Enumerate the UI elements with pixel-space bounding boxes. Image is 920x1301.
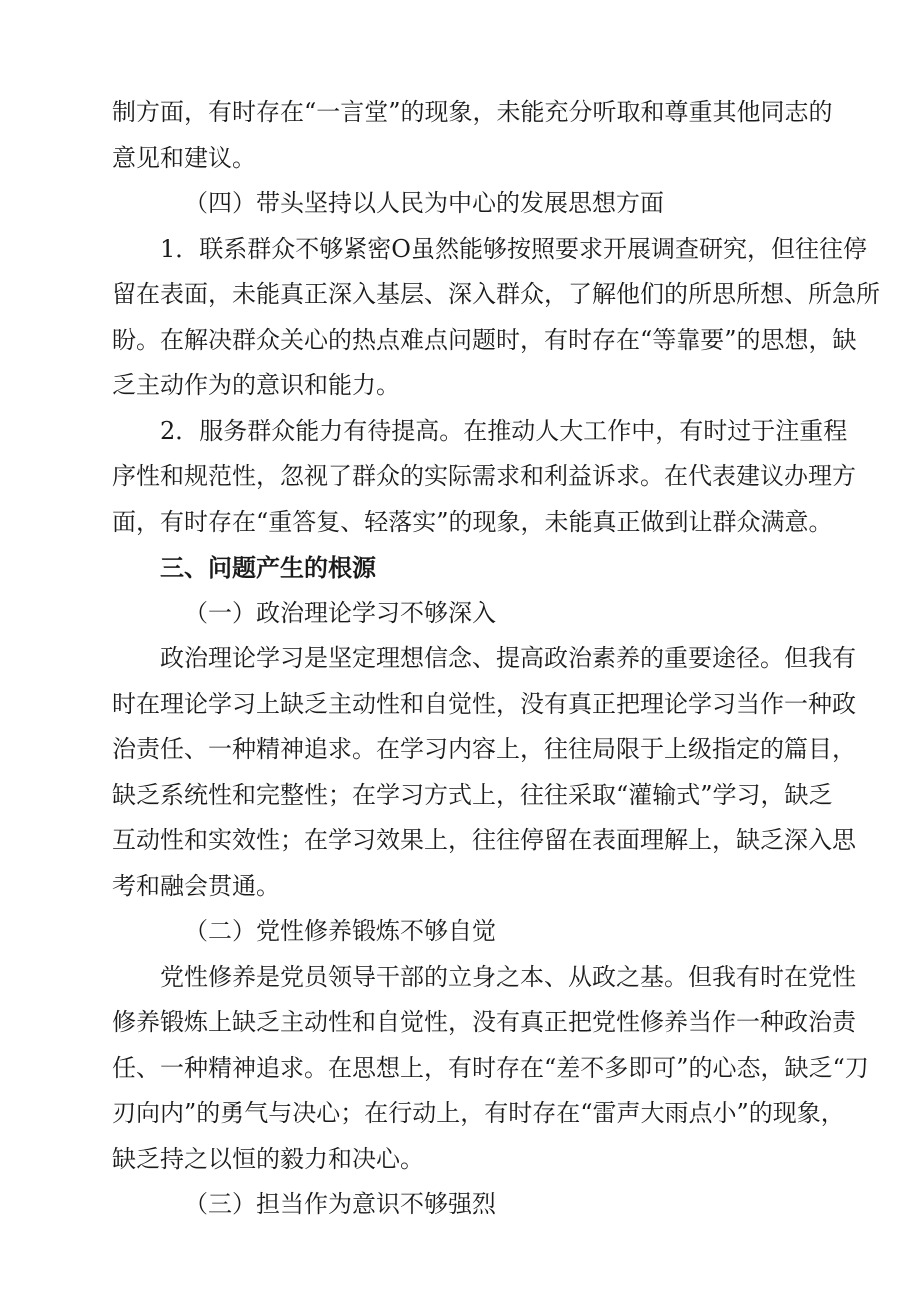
- text-line: 留在表面，未能真正深入基层、深入群众，了解他们的所思所想、所急所: [112, 280, 880, 308]
- text-line: 盼。在解决群众关心的热点难点问题时，有时存在“等靠要”的思想，缺: [112, 325, 857, 354]
- section-heading-text: 三、问题产生的根源: [160, 553, 376, 582]
- subheading-theory-study: [112, 591, 832, 637]
- text-line: 制方面，有时存在“一言堂”的现象，未能充分听取和尊重其他同志的: [112, 98, 833, 126]
- text-line: 时在理论学习上缺乏主动性和自觉性，没有真正把理论学习当作一种政: [112, 689, 856, 718]
- text-line: 修养锻炼上缺乏主动性和自觉性，没有真正把党性修养当作一种政治责: [112, 1008, 856, 1036]
- text-line: 互动性和实效性；在学习效果上，往往停留在表面理解上，缺乏深入思: [112, 826, 856, 854]
- subheading-party-spirit: [112, 909, 832, 955]
- section-heading-root-causes: [112, 545, 832, 591]
- text-line: 考和融会贯通。: [112, 871, 280, 900]
- subheading-text: （一）政治理论学习不够深入: [184, 598, 496, 627]
- subheading-text: （四）带头坚持以人民为中心的发展思想方面: [184, 189, 664, 217]
- text-line: 乏主动作为的意识和能力。: [112, 371, 400, 399]
- numbered-item-1: [112, 227, 880, 409]
- paragraph-party-spirit: [112, 955, 869, 1183]
- subheading-text: （二）党性修养锻炼不够自觉: [184, 917, 496, 945]
- text-line: 缺乏持之以恒的毅力和决心。: [112, 1144, 424, 1173]
- text-line: 政治理论学习是坚定理想信念、提高政治素养的重要途径。但我有: [160, 644, 856, 672]
- text-line: 面，有时存在“重答复、轻落实”的现象，未能真正做到让群众满意。: [112, 507, 833, 536]
- document-body: [112, 90, 880, 1228]
- text-line: 治责任、一种精神追求。在学习内容上，往往局限于上级指定的篇目，: [112, 735, 856, 763]
- text-line: 意见和建议。: [112, 143, 256, 172]
- text-line: 2．服务群众能力有待提高。在推动人大工作中，有时过于注重程: [160, 416, 848, 445]
- numbered-item-2: [112, 409, 856, 546]
- paragraph-continued: [112, 90, 832, 181]
- text-line: 1．联系群众不够紧密O虽然能够按照要求开展调查研究，但往往停: [160, 234, 867, 263]
- text-line: 刃向内”的勇气与决心；在行动上，有时存在“雷声大雨点小”的现象，: [112, 1099, 845, 1127]
- text-line: 序性和规范性，忽视了群众的实际需求和利益诉求。在代表建议办理方: [112, 462, 856, 490]
- paragraph-theory-study: [112, 636, 856, 909]
- subheading-text: （三）担当作为意识不够强烈: [184, 1190, 496, 1218]
- subheading-responsibility: [112, 1182, 832, 1228]
- text-line: 党性修养是党员领导干部的立身之本、从政之基。但我有时在党性: [160, 962, 856, 991]
- text-line: 缺乏系统性和完整性；在学习方式上，往往采取“灌输式”学习，缺乏: [112, 780, 833, 809]
- text-line: 任、一种精神追求。在思想上，有时存在“差不多即可”的心态，缺乏“刀: [112, 1053, 869, 1082]
- subheading-people-centered: [112, 181, 832, 227]
